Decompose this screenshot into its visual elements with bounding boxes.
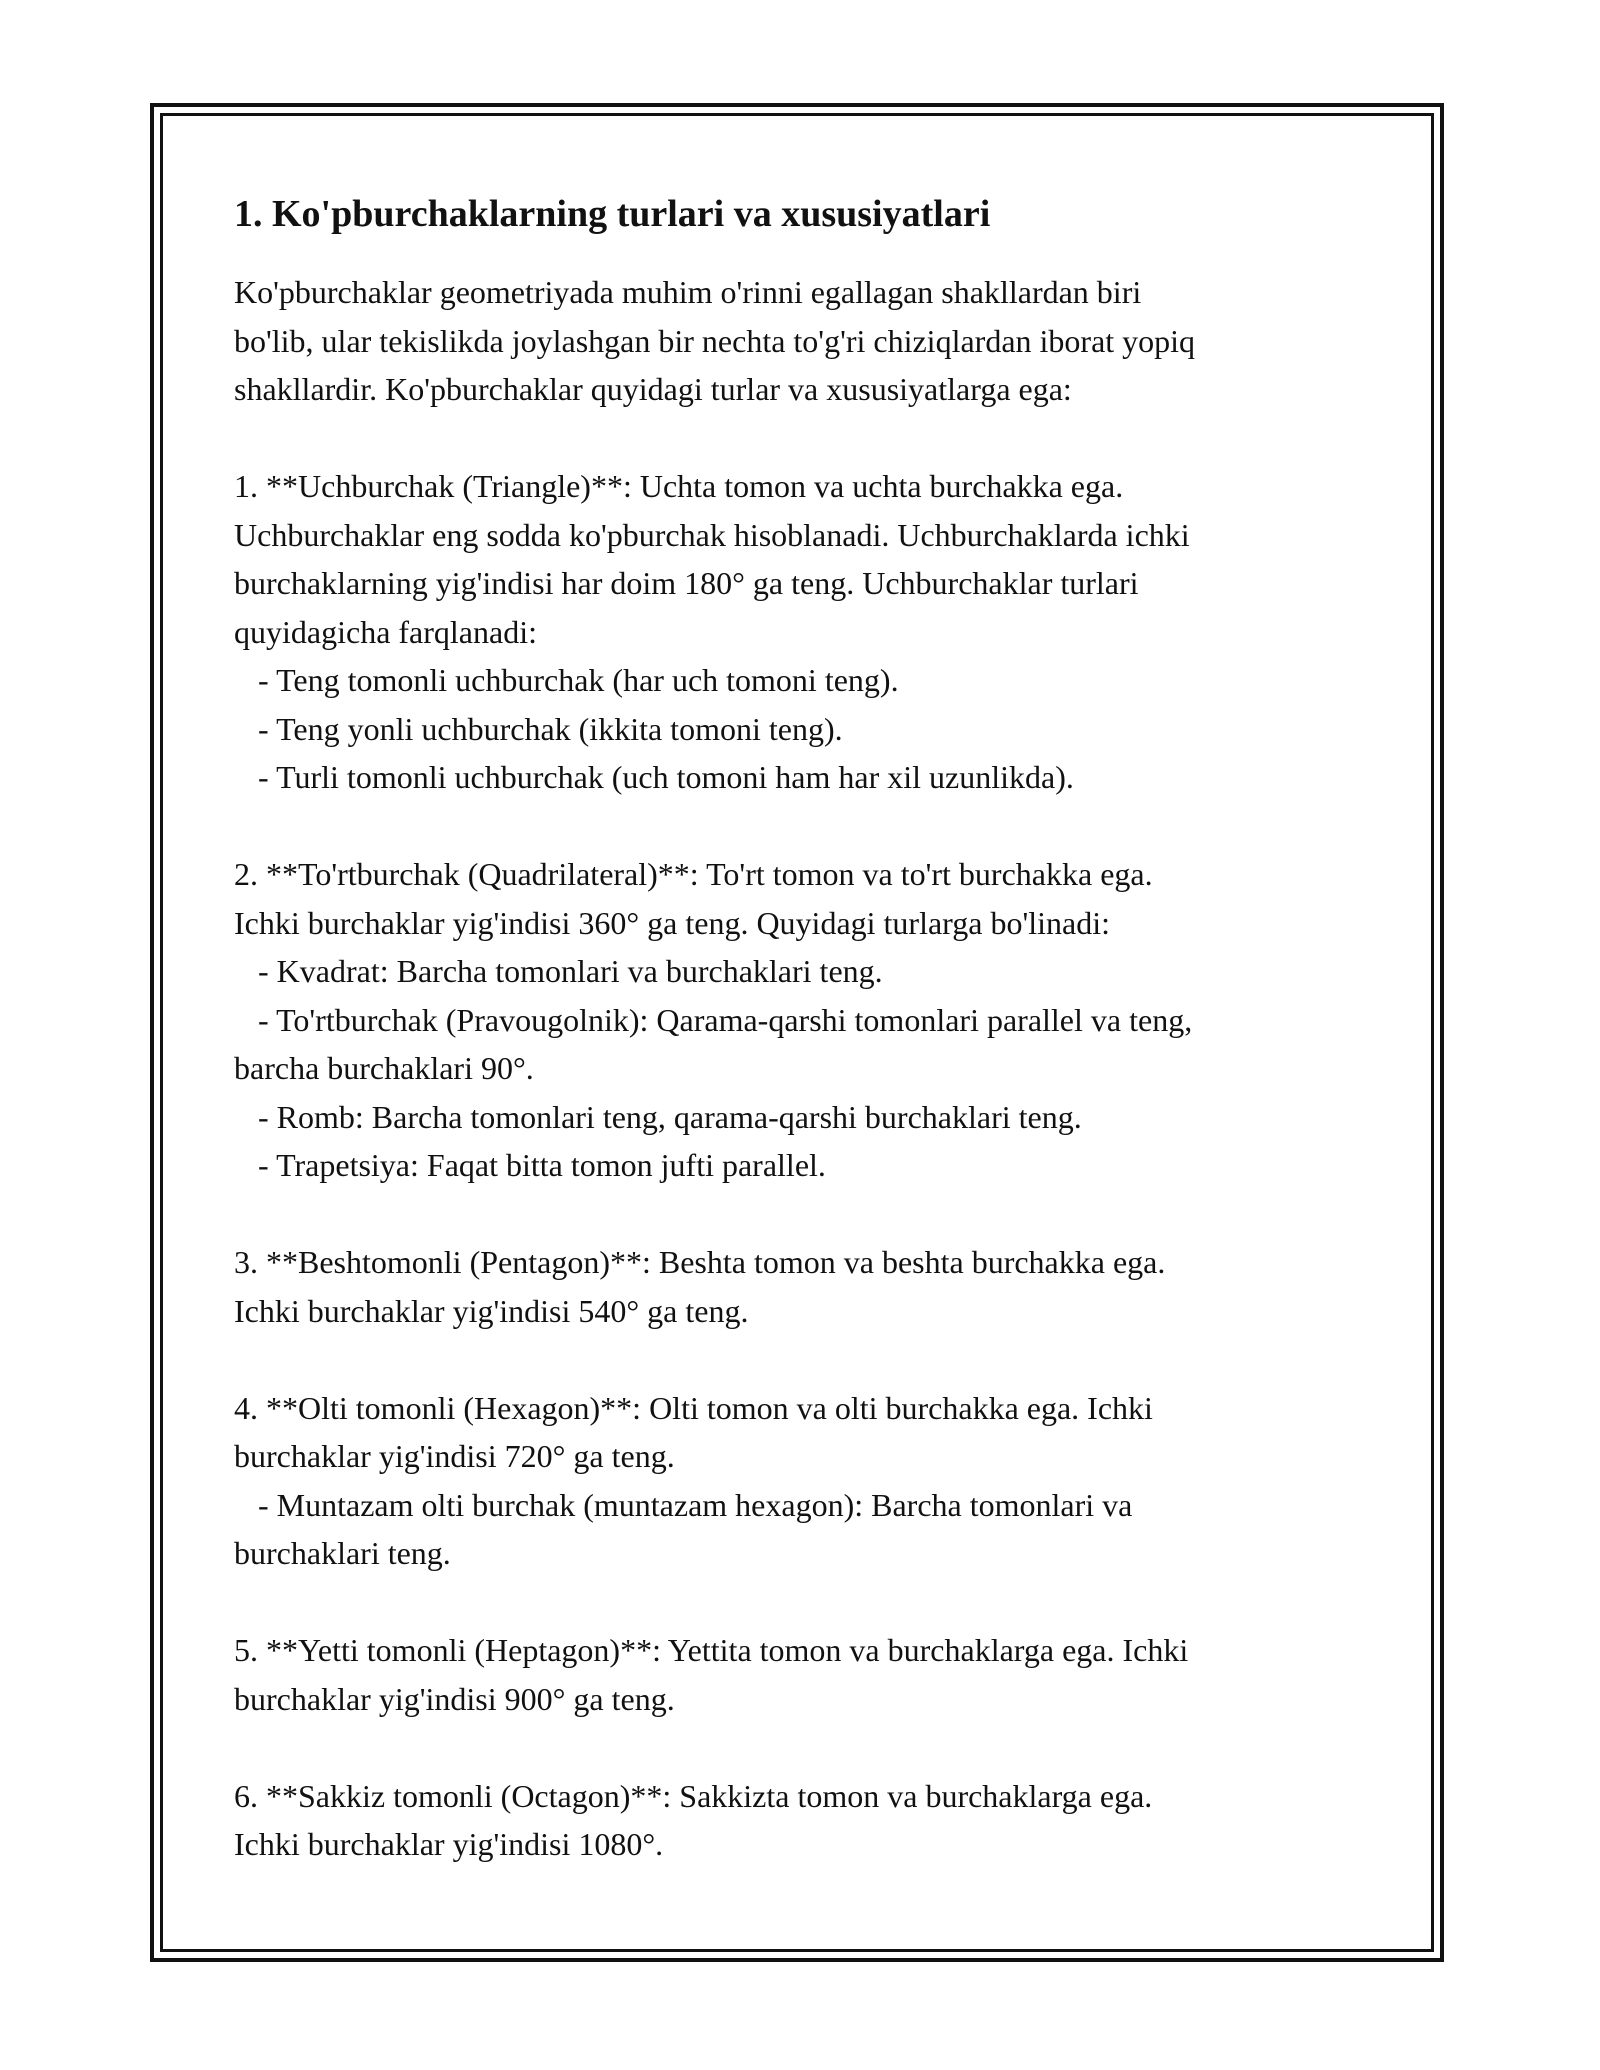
list-item: - Teng yonli uchburchak (ikkita tomoni teng). [234, 710, 843, 747]
paragraph-gap [234, 1335, 1354, 1384]
paragraph-gap [234, 1190, 1354, 1239]
section-line: 6. **Sakkiz tomonli (Octagon)**: Sakkizta tomon va burchaklarga ega. [234, 1777, 1153, 1814]
section-line: 5. **Yetti tomonli (Heptagon)**: Yettita tomon va burchaklarga ega. Ichki [234, 1632, 1189, 1668]
section-line: Ichki burchaklar yig'indisi 1080°. [234, 1826, 664, 1862]
section-octagon [234, 1772, 1354, 1869]
section-line: burchaklari teng. [234, 1535, 451, 1571]
section-line: Ichki burchaklar yig'indisi 360° ga teng. Quyidagi turlarga bo'linadi: [234, 904, 1110, 941]
list-item: - Turli tomonli uchburchak (uch tomoni ham har xil uzunlikda). [234, 759, 1074, 795]
section-line: burchaklarning yig'indisi har doim 180° ga teng. Uchburchaklar turlari [234, 565, 1139, 601]
section-quadrilateral [234, 850, 1354, 1190]
intro-line: shakllardir. Ko'pburchaklar quyidagi turlar va xususiyatlarga ega: [234, 371, 1072, 407]
intro-line: Ko'pburchaklar geometriyada muhim o'rinni egallagan shakllardan biri [234, 274, 1142, 310]
section-line: 4. **Olti tomonli (Hexagon)**: Olti tomon va olti burchakka ega. Ichki [234, 1389, 1153, 1426]
paragraph-gap [234, 1723, 1354, 1772]
section-line: barcha burchaklari 90°. [234, 1050, 534, 1086]
section-line: 1. **Uchburchak (Triangle)**: Uchta tomon va uchta burchakka ega. [234, 468, 1124, 504]
section-line: 3. **Beshtomonli (Pentagon)**: Beshta tomon va beshta burchakka ega. [234, 1244, 1166, 1280]
list-item: - Muntazam olti burchak (muntazam hexagon): Barcha tomonlari va [234, 1486, 1133, 1523]
list-item: - To'rtburchak (Pravougolnik): Qarama-qarshi tomonlari parallel va teng, [234, 1001, 1193, 1038]
section-line: quyidagicha farqlanadi: [234, 613, 537, 650]
section-line: burchaklar yig'indisi 900° ga teng. [234, 1680, 675, 1717]
document-body [234, 188, 1354, 1869]
list-item: - Teng tomonli uchburchak (har uch tomoni teng). [234, 662, 899, 698]
section-line: 2. **To'rtburchak (Quadrilateral)**: To'rt tomon va to'rt burchakka ega. [234, 856, 1153, 892]
list-item: - Trapetsiya: Faqat bitta tomon jufti parallel. [234, 1147, 826, 1183]
intro-line: bo'lib, ular tekislikda joylashgan bir nechta to'g'ri chiziqlardan iborat yopiq [234, 322, 1196, 359]
section-line: Uchburchaklar eng sodda ko'pburchak hisoblanadi. Uchburchaklarda ichki [234, 516, 1190, 553]
section-line: burchaklar yig'indisi 720° ga teng. [234, 1438, 675, 1474]
paragraph-gap [234, 802, 1354, 851]
section-hexagon [234, 1384, 1354, 1578]
section-line: Ichki burchaklar yig'indisi 540° ga teng. [234, 1292, 749, 1329]
paragraph-gap [234, 1578, 1354, 1627]
section-pentagon [234, 1238, 1354, 1335]
intro-paragraph [234, 268, 1354, 414]
section-triangle [234, 462, 1354, 802]
list-item: - Romb: Barcha tomonlari teng, qarama-qarshi burchaklari teng. [234, 1098, 1082, 1135]
document-title: 1. Ko'pburchaklarning turlari va xususiyatlari [234, 193, 991, 235]
list-item: - Kvadrat: Barcha tomonlari va burchaklari teng. [234, 953, 883, 989]
paragraph-gap [234, 414, 1354, 463]
section-heptagon [234, 1626, 1354, 1723]
